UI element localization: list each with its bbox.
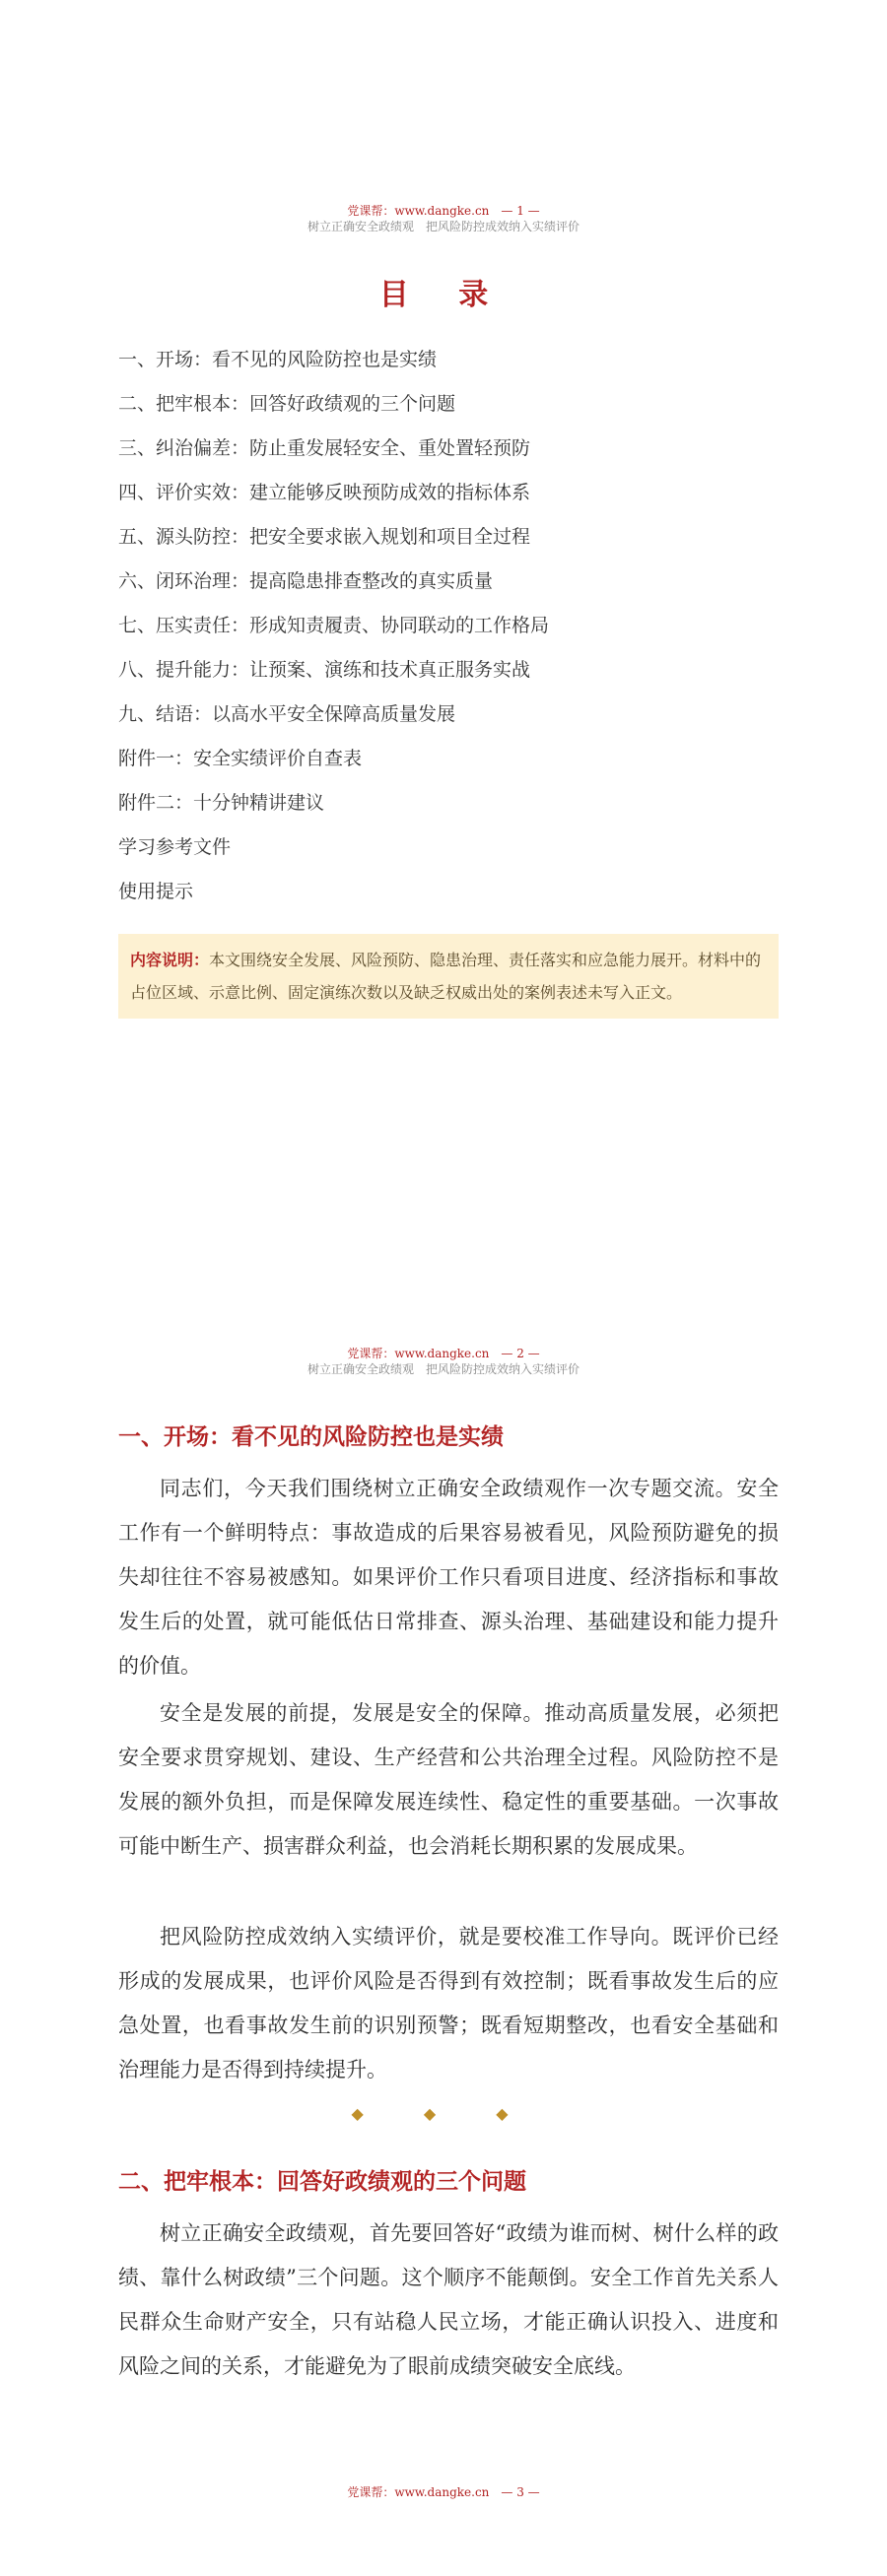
toc-item[interactable]: 九、结语：以高水平安全保障高质量发展	[118, 703, 456, 725]
paragraph: 把风险防控成效纳入实绩评价，就是要校准工作导向。既评价已经形成的发展成果，也评价风险是否得到有效控制；既看事故发生后的应急处置，也看事故发生前的识别预警；既看短期整改，也看安全基础和治理能力是否得到持续提升。	[118, 1925, 779, 2081]
header-subtitle-page-1: 树立正确安全政绩观 把风险防控成效纳入实绩评价	[307, 220, 580, 233]
header-site-page-3: 党课帮：www.dangke.cn — 3 —	[347, 2485, 540, 2499]
toc-item[interactable]: 三、纠治偏差：防止重发展轻安全、重处置轻预防	[118, 437, 531, 459]
paragraph: 树立正确安全政绩观，首先要回答好“政绩为谁而树、树什么样的政绩、靠什么树政绩”三个问题。这个顺序不能颠倒。安全工作首先关系人民群众生命财产安全，只有站稳人民立场，才能正确认识投入、进度和风险之间的关系，才能避免为了眼前成绩突破安全底线。	[118, 2221, 779, 2378]
toc-item[interactable]: 七、压实责任：形成知责履责、协同联动的工作格局	[118, 615, 550, 636]
toc-item[interactable]: 四、评价实效：建立能够反映预防成效的指标体系	[118, 482, 531, 503]
toc-item[interactable]: 五、源头防控：把安全要求嵌入规划和项目全过程	[118, 526, 531, 548]
toc-item[interactable]: 八、提升能力：让预案、演练和技术真正服务实战	[118, 659, 531, 681]
section-heading-1: 一、开场：看不见的风险防控也是实绩	[118, 1423, 504, 1450]
toc-item[interactable]: 学习参考文件	[118, 836, 232, 858]
header-site-page-2: 党课帮：www.dangke.cn — 2 —	[347, 1347, 540, 1360]
toc-item[interactable]: 六、闭环治理：提高隐患排查整改的真实质量	[118, 570, 494, 592]
toc-item[interactable]: 一、开场：看不见的风险防控也是实绩	[118, 349, 438, 370]
header-site-page-1: 党课帮：www.dangke.cn — 1 —	[347, 204, 540, 218]
toc-item[interactable]: 使用提示	[118, 881, 194, 902]
toc-title: 目 录	[378, 278, 509, 312]
paragraph: 同志们，今天我们围绕树立正确安全政绩观作一次专题交流。安全工作有一个鲜明特点：事故造成的后果容易被看见，风险预防避免的损失却往往不容易被感知。如果评价工作只看项目进度、经济指标和事故发生后的处置，就可能低估日常排查、源头治理、基础建设和能力提升的价值。	[118, 1477, 779, 1678]
toc-item[interactable]: 附件二：十分钟精讲建议	[118, 792, 325, 814]
note-label: 内容说明：	[130, 951, 210, 969]
toc-item[interactable]: 附件一：安全实绩评价自查表	[118, 748, 363, 769]
header-subtitle-page-2: 树立正确安全政绩观 把风险防控成效纳入实绩评价	[307, 1362, 580, 1376]
section-divider: ◆ ◆ ◆	[351, 2104, 536, 2123]
toc-list	[118, 345, 549, 921]
content-note-box	[118, 934, 779, 1019]
toc-item[interactable]: 二、把牢根本：回答好政绩观的三个问题	[118, 393, 456, 415]
paragraph: 安全是发展的前提，发展是安全的保障。推动高质量发展，必须把安全要求贯穿规划、建设、生产经营和公共治理全过程。风险防控不是发展的额外负担，而是保障发展连续性、稳定性的重要基础。一次事故可能中断生产、损害群众利益，也会消耗长期积累的发展成果。	[118, 1701, 779, 1858]
note-text: 本文围绕安全发展、风险预防、隐患治理、责任落实和应急能力展开。材料中的占位区域、示意比例、固定演练次数以及缺乏权威出处的案例表述未写入正文。	[130, 951, 762, 1002]
section-heading-2: 二、把牢根本：回答好政绩观的三个问题	[118, 2168, 526, 2195]
